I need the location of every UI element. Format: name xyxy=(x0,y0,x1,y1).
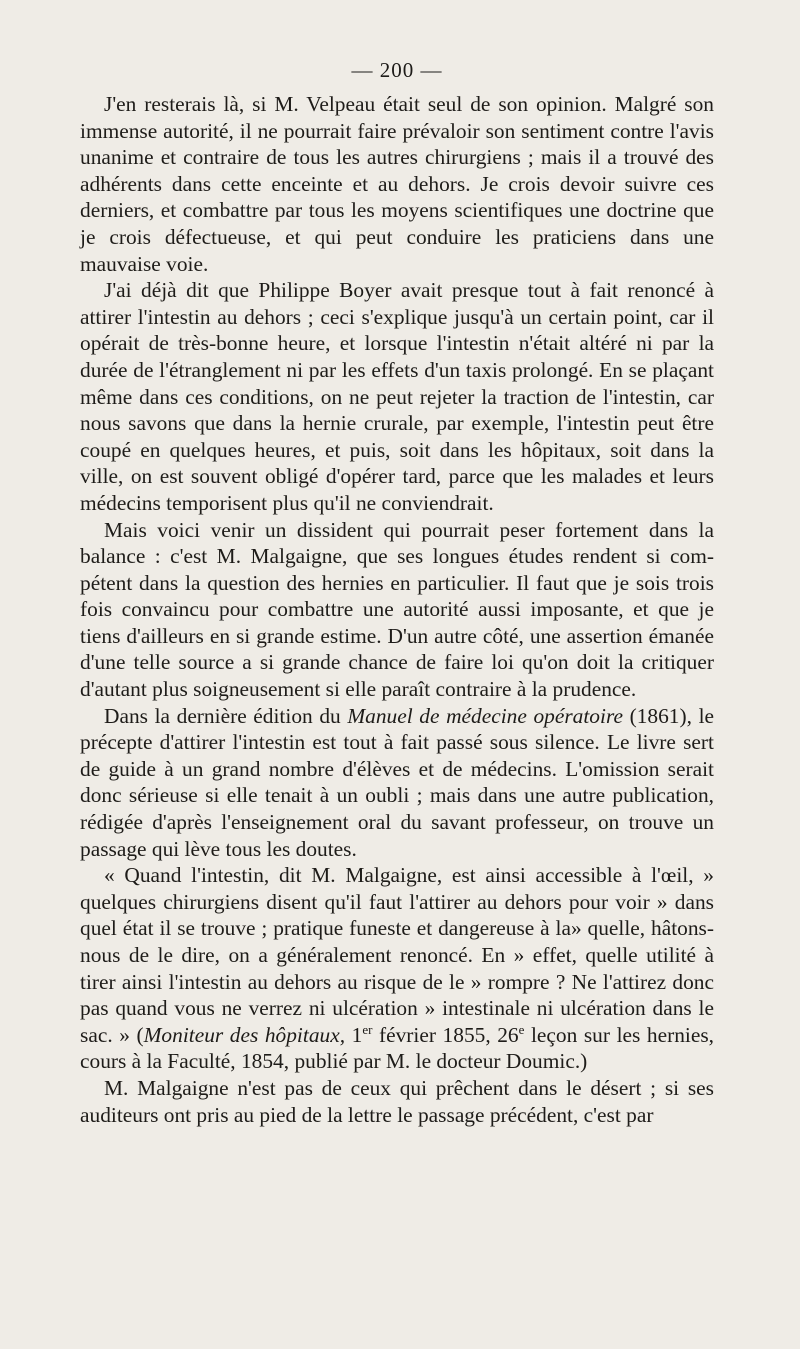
paragraph: J'en resterais là, si M. Velpeau était seul de son opinion. Malgré son immense autorité, il ne pourrait faire prévaloir son sentiment contre l'avis unanime et contraire de tous les autres chirurgiens ; mais il a trouvé des adhérents dans cette enceinte et au dehors. Je crois devoir suivre ces derniers, et combattre par tous les moyens scientifiques une doctrine que je crois défectueuse, et qui peut conduire les praticiens dans une mauvaise voie. xyxy=(80,92,714,276)
citation-text: février 1855, 26 xyxy=(372,1022,519,1047)
book-title: Manuel de médecine opératoire xyxy=(347,703,623,728)
quotation-paragraph xyxy=(80,862,714,1075)
text-span: (1861), le précepte d'attirer l'intestin est tout à fait passé sous silence. Le livre sert de guide à un grand nombre d'élèves et de médecins. L'omission serait donc sérieuse si elle tenait à un oubli ; mais dans une autre publication, rédigée d'après l'enseignement oral du savant professeur, on trouve un passage qui lève tous les doutes. xyxy=(80,703,715,861)
text-span: Dans la dernière édition du xyxy=(104,703,348,728)
citation-superscript: e xyxy=(518,1021,525,1037)
citation-superscript: er xyxy=(362,1021,373,1037)
paragraph-manuel xyxy=(80,703,714,863)
paragraph: J'ai déjà dit que Philippe Boyer avait presque tout à fait renoncé à attirer l'intestin au dehors ; ceci s'explique jusqu'à un certain point, car il opérait de très-bonne heure, et lorsque l'intestin n'était altéré ni par la durée de l'étranglement ni par les effets d'un taxis prolongé. En se plaçant même dans ces conditions, on ne peut rejeter la traction de l'intestin, car nous savons que dans la hernie crurale, par exemple, l'intestin peut être coupé en quelques heures, et puis, soit dans les hôpitaux, soit dans la ville, on est souvent obligé d'opérer tard, parce que les malades et leurs médecins temporisent plus qu'il ne conviendrait. xyxy=(80,278,714,515)
citation-text: leçon sur les hernies, cours à la Faculté, 1854, publié par M. le docteur Doumic.) xyxy=(80,1022,715,1074)
paragraph: Mais voici venir un dissident qui pourrait peser fortement dans la balance : c'est M. Malgaigne, que ses longues études rendent si compétent dans la question des hernies en particulier. Il faut que je sois trois fois convaincu pour combattre une autorité aussi imposante, et que je tiens d'ailleurs en si grande estime. D'un autre côté, une assertion émanée d'une telle source a si grande chance de faire loi qu'on doit la critiquer d'autant plus soigneusement si elle paraît contraire à la prudence. xyxy=(80,517,714,702)
quotation-text: « Quand l'intestin, dit M. Malgaigne, est ainsi accessible à l'œil, » quelques chirurgiens disent qu'il faut l'attirer au dehors pour voir » dans quel état il se trouve ; pratique funeste et dangereuse à la» quelle, hâtons-nous de le dire, on a généralement renoncé. En » effet, quelle utilité à tirer ainsi l'intestin au dehors au risque de le » rompre ? Ne l'attirez donc pas quand vous ne verrez ni ulcération » intestinale ni ulcération dans le sac. » ( xyxy=(80,863,714,1047)
page-number: — 200 — xyxy=(351,58,443,82)
citation-day: 1 xyxy=(345,1022,363,1047)
paragraph: M. Malgaigne n'est pas de ceux qui prêchent dans le désert ; si ses auditeurs ont pris au pied de la lettre le passage précédent, c'est par xyxy=(80,1075,714,1127)
journal-title: Moniteur des hôpitaux, xyxy=(143,1022,346,1047)
